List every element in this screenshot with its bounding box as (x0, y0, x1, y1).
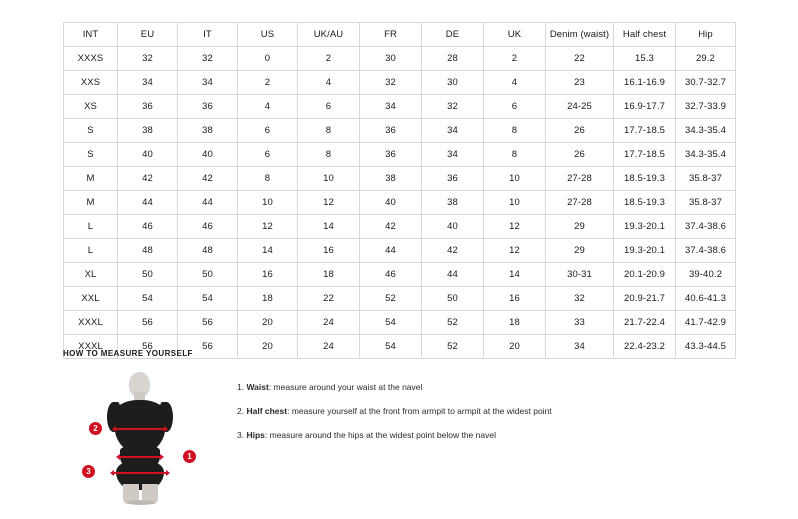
cell-uk-au: 2 (298, 47, 360, 71)
cell-fr: 32 (360, 71, 422, 95)
cell-half-chest: 16.9-17.7 (614, 95, 676, 119)
chest-arrow-left-icon (112, 426, 116, 432)
cell-half-chest: 17.7-18.5 (614, 143, 676, 167)
cell-hip: 35.8-37 (676, 167, 736, 191)
hip-arrow-right-icon (166, 470, 170, 476)
cell-int: M (64, 191, 118, 215)
cell-hip: 39-40.2 (676, 263, 736, 287)
cell-half-chest: 22.4-23.2 (614, 335, 676, 359)
cell-uk: 8 (484, 119, 546, 143)
cell-uk-au: 24 (298, 335, 360, 359)
cell-denim-waist: 26 (546, 119, 614, 143)
cell-us: 6 (238, 143, 298, 167)
column-header-eu: EU (118, 23, 178, 47)
cell-uk-au: 8 (298, 143, 360, 167)
cell-uk-au: 8 (298, 119, 360, 143)
badge-waist: 1 (183, 450, 196, 463)
cell-it: 38 (178, 119, 238, 143)
column-header-us: US (238, 23, 298, 47)
cell-uk: 2 (484, 47, 546, 71)
how-to-measure-body (63, 368, 743, 503)
cell-uk-au: 16 (298, 239, 360, 263)
cell-us: 20 (238, 335, 298, 359)
half-chest-measure-line (115, 428, 165, 430)
cell-fr: 54 (360, 335, 422, 359)
cell-us: 0 (238, 47, 298, 71)
how-to-measure-title: HOW TO MEASURE YOURSELF (63, 349, 193, 358)
cell-eu: 38 (118, 119, 178, 143)
cell-eu: 34 (118, 71, 178, 95)
cell-int: XXS (64, 71, 118, 95)
cell-fr: 54 (360, 311, 422, 335)
cell-uk: 12 (484, 239, 546, 263)
cell-it: 32 (178, 47, 238, 71)
cell-de: 52 (422, 311, 484, 335)
measure-notes-list (237, 368, 552, 454)
cell-denim-waist: 27-28 (546, 191, 614, 215)
size-chart-body (64, 47, 736, 359)
cell-eu: 46 (118, 215, 178, 239)
cell-hip: 32.7-33.9 (676, 95, 736, 119)
cell-denim-waist: 33 (546, 311, 614, 335)
cell-us: 6 (238, 119, 298, 143)
cell-hip: 40.6-41.3 (676, 287, 736, 311)
cell-fr: 44 (360, 239, 422, 263)
cell-eu: 42 (118, 167, 178, 191)
hip-arrow-left-icon (110, 470, 114, 476)
cell-it: 46 (178, 215, 238, 239)
cell-fr: 36 (360, 143, 422, 167)
cell-half-chest: 21.7-22.4 (614, 311, 676, 335)
measure-note-term: Half chest (246, 406, 288, 416)
cell-us: 20 (238, 311, 298, 335)
cell-fr: 46 (360, 263, 422, 287)
cell-int: S (64, 143, 118, 167)
mannequin-torso (114, 400, 166, 452)
cell-de: 30 (422, 71, 484, 95)
cell-half-chest: 16.1-16.9 (614, 71, 676, 95)
size-chart-container (63, 22, 735, 359)
measure-note-term: Hips (246, 430, 265, 440)
cell-hip: 29.2 (676, 47, 736, 71)
cell-denim-waist: 22 (546, 47, 614, 71)
cell-it: 36 (178, 95, 238, 119)
cell-denim-waist: 29 (546, 239, 614, 263)
column-header-it: IT (178, 23, 238, 47)
cell-us: 18 (238, 287, 298, 311)
mannequin-illustration (81, 368, 221, 503)
measure-note-text: : measure yourself at the front from armpit to armpit at the widest point (287, 406, 552, 416)
cell-it: 48 (178, 239, 238, 263)
cell-us: 2 (238, 71, 298, 95)
cell-uk: 4 (484, 71, 546, 95)
cell-uk-au: 18 (298, 263, 360, 287)
column-header-fr: FR (360, 23, 422, 47)
column-header-hip: Hip (676, 23, 736, 47)
cell-hip: 37.4-38.6 (676, 215, 736, 239)
cell-half-chest: 17.7-18.5 (614, 119, 676, 143)
cell-denim-waist: 24-25 (546, 95, 614, 119)
cell-fr: 42 (360, 215, 422, 239)
cell-uk-au: 10 (298, 167, 360, 191)
cell-fr: 52 (360, 287, 422, 311)
cell-fr: 34 (360, 95, 422, 119)
cell-hip: 37.4-38.6 (676, 239, 736, 263)
cell-uk: 16 (484, 287, 546, 311)
cell-uk: 14 (484, 263, 546, 287)
cell-hip: 30.7-32.7 (676, 71, 736, 95)
cell-us: 4 (238, 95, 298, 119)
measure-note-waist (237, 382, 552, 392)
cell-de: 34 (422, 143, 484, 167)
measure-note-number: 3. (237, 430, 245, 440)
cell-de: 44 (422, 263, 484, 287)
waist-measure-line (119, 456, 161, 458)
column-header-denim-waist: Denim (waist) (546, 23, 614, 47)
cell-int: XL (64, 263, 118, 287)
table-row (64, 167, 736, 191)
waist-arrow-left-icon (116, 454, 120, 460)
cell-eu: 50 (118, 263, 178, 287)
column-header-int: INT (64, 23, 118, 47)
mannequin-figure (86, 372, 192, 504)
table-row (64, 47, 736, 71)
cell-us: 16 (238, 263, 298, 287)
size-chart-table (63, 22, 736, 359)
cell-de: 38 (422, 191, 484, 215)
cell-de: 34 (422, 119, 484, 143)
cell-de: 50 (422, 287, 484, 311)
mannequin-stand (127, 500, 155, 505)
measure-note-text: : measure around your waist at the navel (268, 382, 423, 392)
cell-us: 12 (238, 215, 298, 239)
cell-hip: 41.7-42.9 (676, 311, 736, 335)
cell-int: L (64, 215, 118, 239)
cell-uk-au: 4 (298, 71, 360, 95)
cell-uk-au: 14 (298, 215, 360, 239)
table-row (64, 263, 736, 287)
measure-note-hips (237, 430, 552, 440)
cell-it: 56 (178, 311, 238, 335)
cell-eu: 48 (118, 239, 178, 263)
cell-uk: 10 (484, 167, 546, 191)
cell-uk: 20 (484, 335, 546, 359)
cell-int: XXXL (64, 335, 118, 359)
cell-de: 40 (422, 215, 484, 239)
cell-de: 32 (422, 95, 484, 119)
cell-int: XS (64, 95, 118, 119)
column-header-half-chest: Half chest (614, 23, 676, 47)
cell-half-chest: 20.1-20.9 (614, 263, 676, 287)
cell-int: XXXL (64, 311, 118, 335)
cell-half-chest: 15.3 (614, 47, 676, 71)
cell-de: 36 (422, 167, 484, 191)
cell-it: 44 (178, 191, 238, 215)
cell-int: M (64, 167, 118, 191)
cell-half-chest: 19.3-20.1 (614, 239, 676, 263)
table-row (64, 71, 736, 95)
size-chart-header (64, 23, 736, 47)
cell-int: S (64, 119, 118, 143)
cell-half-chest: 19.3-20.1 (614, 215, 676, 239)
cell-it: 34 (178, 71, 238, 95)
measure-note-number: 1. (237, 382, 245, 392)
column-header-uk-au: UK/AU (298, 23, 360, 47)
cell-eu: 40 (118, 143, 178, 167)
cell-us: 10 (238, 191, 298, 215)
cell-eu: 56 (118, 311, 178, 335)
table-row (64, 95, 736, 119)
cell-denim-waist: 26 (546, 143, 614, 167)
measure-note-term: Waist (246, 382, 269, 392)
cell-de: 52 (422, 335, 484, 359)
badge-hips: 3 (82, 465, 95, 478)
cell-uk-au: 6 (298, 95, 360, 119)
how-to-measure-section (63, 349, 743, 503)
cell-denim-waist: 27-28 (546, 167, 614, 191)
waist-arrow-right-icon (160, 454, 164, 460)
cell-it: 54 (178, 287, 238, 311)
table-row (64, 191, 736, 215)
cell-it: 42 (178, 167, 238, 191)
cell-hip: 35.8-37 (676, 191, 736, 215)
cell-us: 8 (238, 167, 298, 191)
cell-half-chest: 20.9-21.7 (614, 287, 676, 311)
cell-de: 28 (422, 47, 484, 71)
cell-uk: 18 (484, 311, 546, 335)
cell-int: XXL (64, 287, 118, 311)
cell-int: L (64, 239, 118, 263)
cell-fr: 30 (360, 47, 422, 71)
cell-us: 14 (238, 239, 298, 263)
cell-eu: 32 (118, 47, 178, 71)
hip-measure-line (113, 472, 167, 474)
cell-denim-waist: 30-31 (546, 263, 614, 287)
cell-uk: 6 (484, 95, 546, 119)
table-row (64, 287, 736, 311)
cell-uk-au: 24 (298, 311, 360, 335)
cell-int: XXXS (64, 47, 118, 71)
table-row (64, 215, 736, 239)
cell-eu: 56 (118, 335, 178, 359)
table-row (64, 119, 736, 143)
table-row (64, 311, 736, 335)
cell-denim-waist: 32 (546, 287, 614, 311)
cell-denim-waist: 34 (546, 335, 614, 359)
cell-denim-waist: 23 (546, 71, 614, 95)
cell-uk: 8 (484, 143, 546, 167)
cell-uk-au: 12 (298, 191, 360, 215)
measure-note-half-chest (237, 406, 552, 416)
cell-de: 42 (422, 239, 484, 263)
cell-uk: 10 (484, 191, 546, 215)
measure-note-text: : measure around the hips at the widest point below the navel (264, 430, 496, 440)
cell-eu: 36 (118, 95, 178, 119)
chest-arrow-right-icon (164, 426, 168, 432)
cell-eu: 54 (118, 287, 178, 311)
table-header-row (64, 23, 736, 47)
cell-uk-au: 22 (298, 287, 360, 311)
cell-uk: 12 (484, 215, 546, 239)
cell-hip: 34.3-35.4 (676, 143, 736, 167)
badge-half-chest: 2 (89, 422, 102, 435)
measure-note-number: 2. (237, 406, 245, 416)
cell-it: 50 (178, 263, 238, 287)
cell-it: 40 (178, 143, 238, 167)
cell-it: 56 (178, 335, 238, 359)
cell-hip: 34.3-35.4 (676, 119, 736, 143)
cell-fr: 38 (360, 167, 422, 191)
cell-half-chest: 18.5-19.3 (614, 191, 676, 215)
cell-hip: 43.3-44.5 (676, 335, 736, 359)
cell-half-chest: 18.5-19.3 (614, 167, 676, 191)
cell-eu: 44 (118, 191, 178, 215)
column-header-uk: UK (484, 23, 546, 47)
cell-fr: 40 (360, 191, 422, 215)
table-row (64, 143, 736, 167)
cell-fr: 36 (360, 119, 422, 143)
cell-denim-waist: 29 (546, 215, 614, 239)
table-row (64, 239, 736, 263)
column-header-de: DE (422, 23, 484, 47)
